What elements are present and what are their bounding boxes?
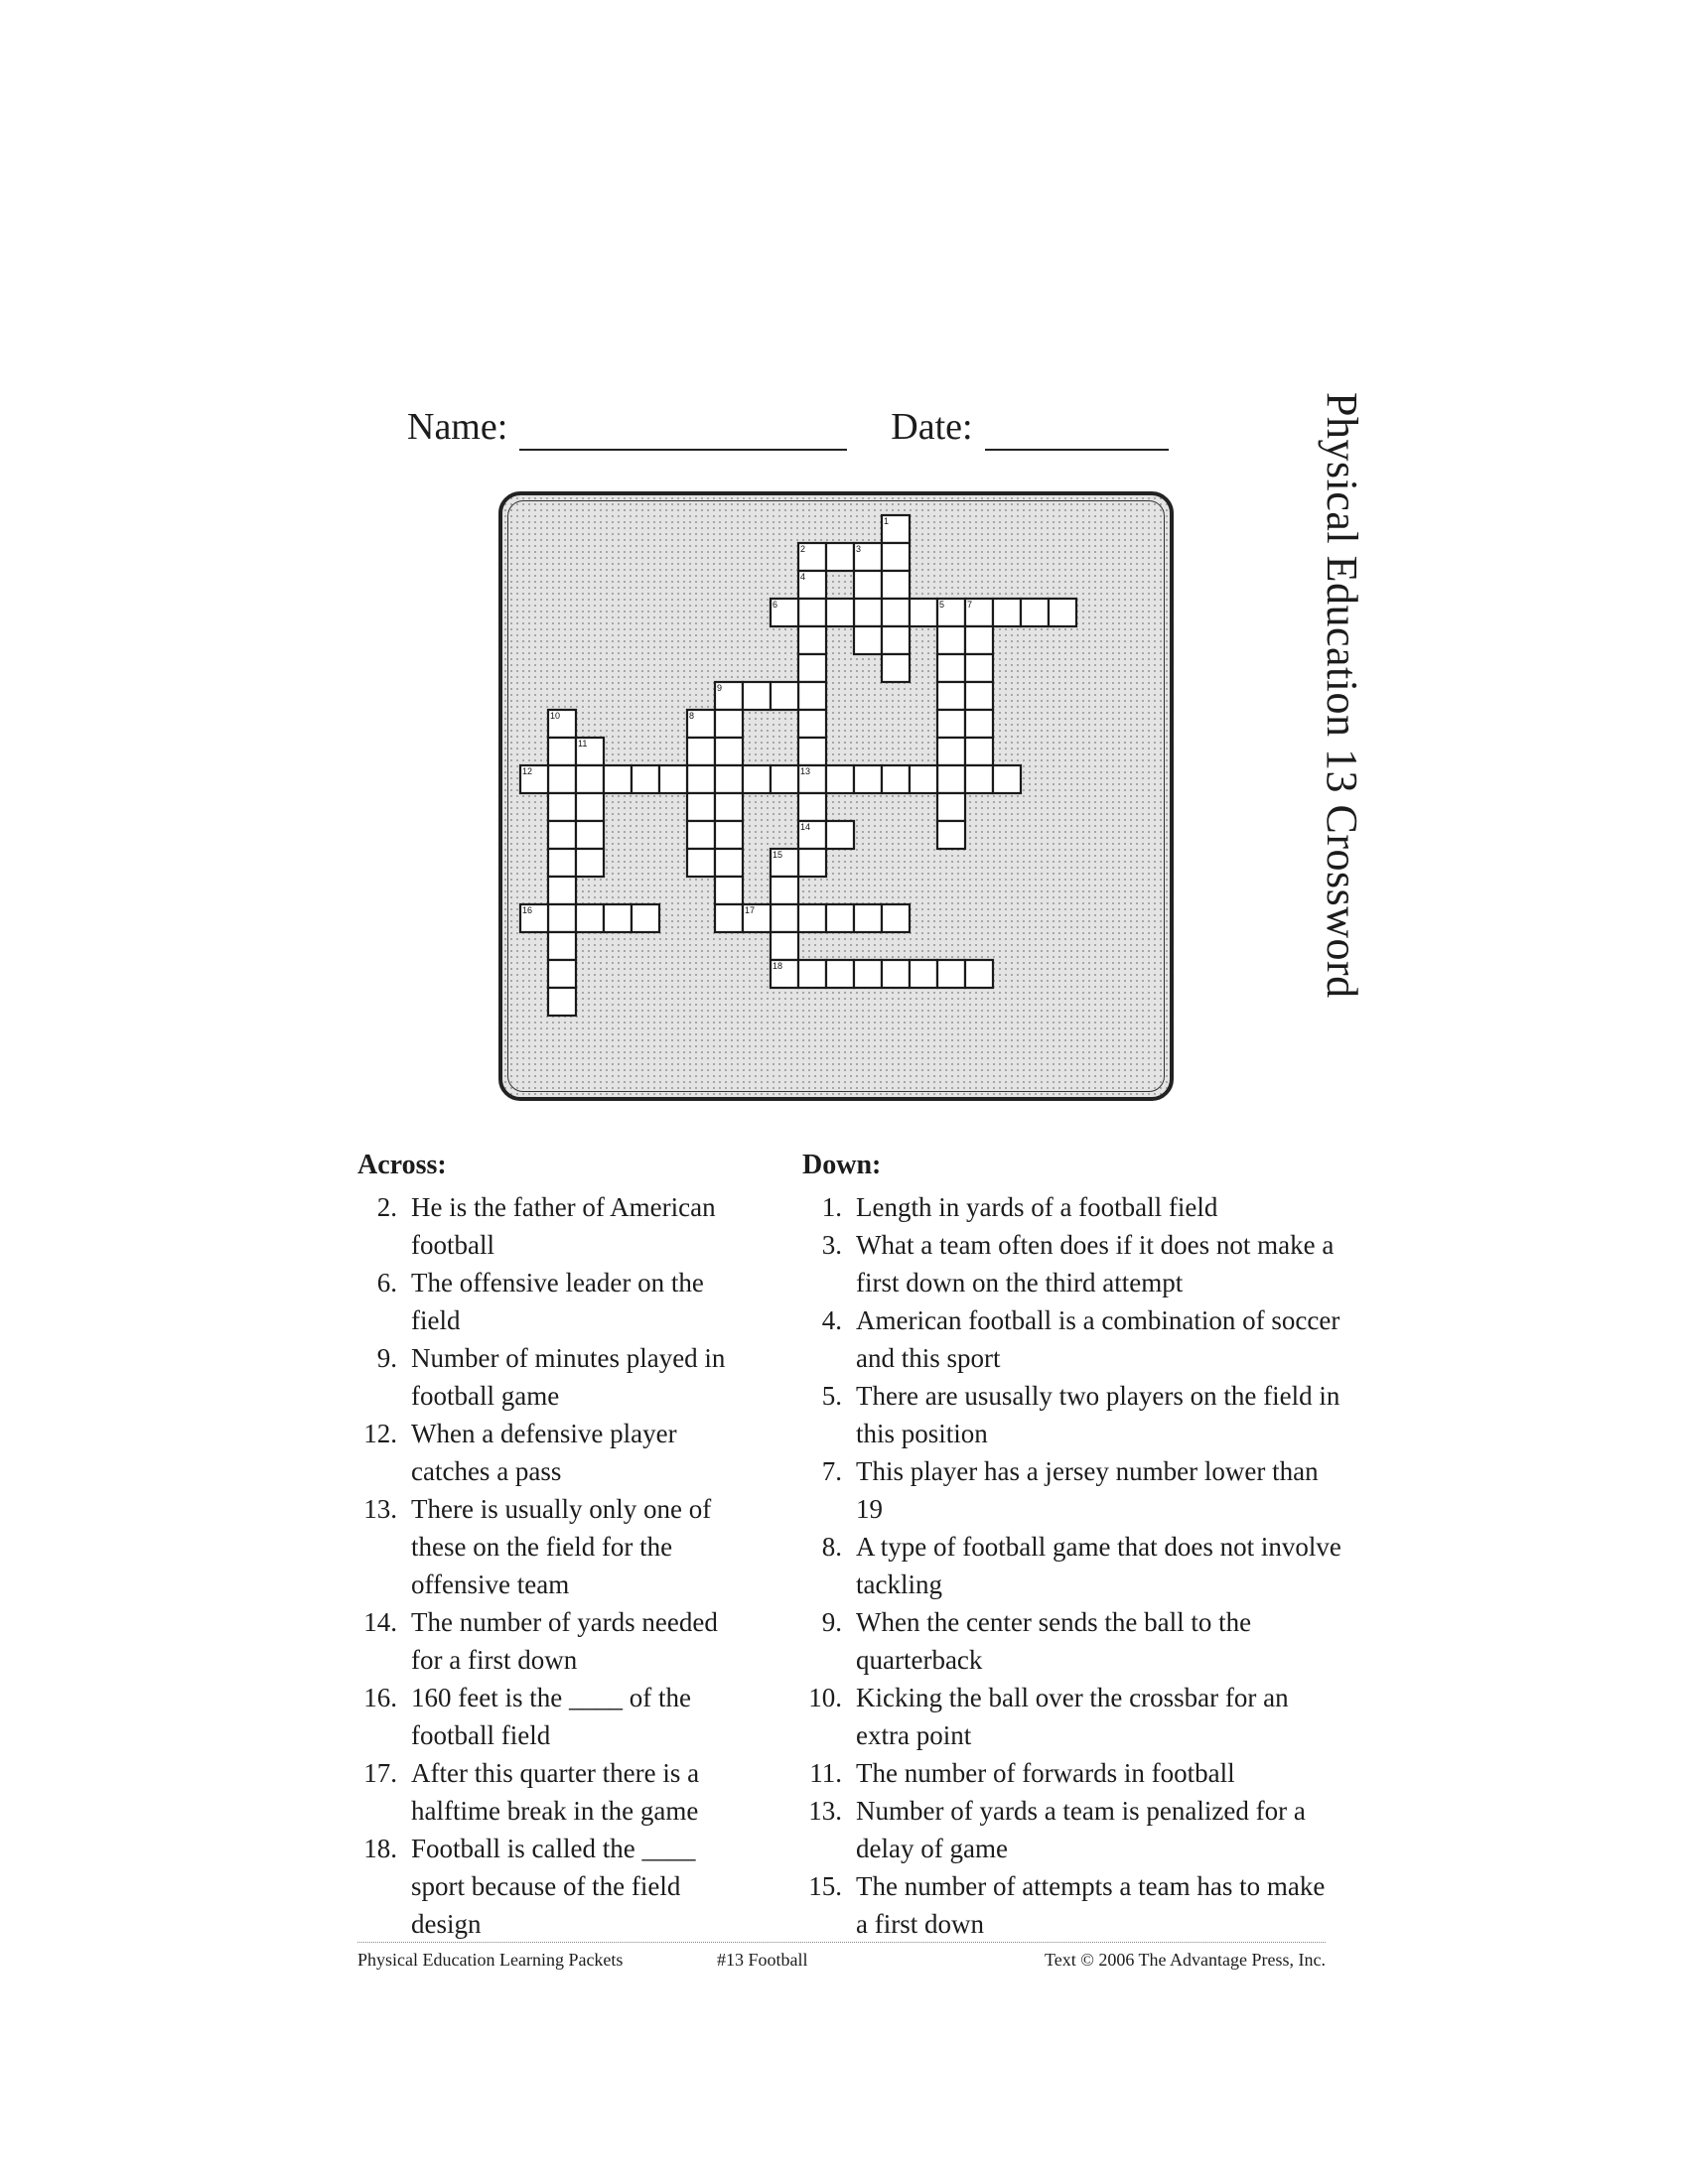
clue-item: [802, 1792, 1343, 1867]
footer-center: #13 Football: [717, 1950, 808, 1970]
clue-number-label: 7: [967, 600, 973, 610]
clue-number: 18.: [363, 1834, 397, 1863]
clue-text: When the center sends the ball to the quarterback: [856, 1607, 1252, 1675]
clue-text: Number of yards a team is penalized for a delay of game: [856, 1796, 1306, 1863]
clue-item: [802, 1452, 1343, 1528]
grid-cell[interactable]: [632, 904, 659, 932]
grid-cell[interactable]: [743, 904, 771, 932]
grid-cell[interactable]: [715, 821, 743, 849]
grid-cell[interactable]: [548, 904, 576, 932]
clue-number-label: 16: [522, 905, 533, 915]
grid-cell[interactable]: [576, 765, 604, 793]
clue-text: American football is a combination of soccer and this sport: [856, 1305, 1340, 1373]
clue-item: [802, 1188, 1343, 1226]
clue-text: 160 feet is the ____ of the football field: [411, 1683, 691, 1750]
grid-cell[interactable]: [854, 571, 882, 599]
grid-cell[interactable]: [687, 738, 715, 765]
clue-text: A type of football game that does not involve tackling: [856, 1532, 1341, 1599]
grid-cell[interactable]: [937, 654, 965, 682]
grid-cell[interactable]: [826, 904, 854, 932]
grid-cell[interactable]: [965, 626, 993, 654]
clue-number: 11.: [809, 1758, 842, 1788]
page-title: Physical Education 13 Crossword: [1318, 392, 1366, 999]
grid-cell[interactable]: [715, 849, 743, 877]
clue-number: 6.: [376, 1268, 397, 1297]
across-heading: Across:: [357, 1150, 447, 1180]
grid-cell[interactable]: [687, 765, 715, 793]
clue-item: [802, 1301, 1343, 1377]
grid-cell[interactable]: [826, 960, 854, 988]
grid-cell[interactable]: [882, 515, 910, 543]
grid-cell[interactable]: [798, 904, 826, 932]
clue-text: The offensive leader on the field: [411, 1268, 704, 1335]
clue-item: [357, 1754, 755, 1830]
grid-cell[interactable]: [910, 599, 937, 626]
clue-text: The number of forwards in football: [856, 1758, 1235, 1788]
grid-cell[interactable]: [771, 932, 798, 960]
grid-cell[interactable]: [604, 765, 632, 793]
grid-cell[interactable]: [798, 543, 826, 571]
grid-cell[interactable]: [937, 599, 965, 626]
clue-number-label: 13: [800, 766, 811, 776]
clue-text: After this quarter there is a halftime break in the game: [411, 1758, 700, 1826]
down-clues: [802, 1147, 1343, 1943]
grid-cell[interactable]: [937, 765, 965, 793]
grid-cell[interactable]: [798, 710, 826, 738]
clue-text: There is usually only one of these on the field for the offensive team: [411, 1494, 712, 1599]
clue-number: 16.: [363, 1683, 397, 1712]
grid-cell[interactable]: [882, 543, 910, 571]
grid-cell[interactable]: [882, 571, 910, 599]
grid-cell[interactable]: [993, 765, 1021, 793]
clue-item: [357, 1264, 755, 1339]
grid-cell[interactable]: [687, 849, 715, 877]
grid-cell[interactable]: [937, 960, 965, 988]
grid-cell[interactable]: [771, 849, 798, 877]
clue-number-label: 2: [800, 544, 806, 554]
grid-cell[interactable]: [882, 765, 910, 793]
grid-cell[interactable]: [715, 877, 743, 904]
grid-cell[interactable]: [548, 710, 576, 738]
clue-text: The number of attempts a team has to make a first down: [856, 1871, 1326, 1939]
grid-cell[interactable]: [826, 543, 854, 571]
clue-number-label: 18: [773, 961, 783, 971]
grid-cell[interactable]: [548, 960, 576, 988]
clue-number: 17.: [363, 1758, 397, 1788]
grid-cell[interactable]: [910, 960, 937, 988]
grid-cell[interactable]: [882, 904, 910, 932]
grid-cell[interactable]: [548, 738, 576, 765]
grid-cell[interactable]: [576, 738, 604, 765]
grid-cell[interactable]: [854, 599, 882, 626]
grid-cell[interactable]: [798, 849, 826, 877]
clue-item: [357, 1339, 755, 1415]
grid-cell[interactable]: [937, 738, 965, 765]
clue-text: What a team often does if it does not make a first down on the third attempt: [856, 1230, 1335, 1297]
clue-text: Number of minutes played in football game: [411, 1343, 726, 1411]
grid-cell[interactable]: [965, 682, 993, 710]
grid-cell[interactable]: [798, 571, 826, 599]
grid-cell[interactable]: [520, 765, 548, 793]
grid-cell[interactable]: [965, 738, 993, 765]
grid-cell[interactable]: [798, 821, 826, 849]
grid-cell[interactable]: [548, 877, 576, 904]
grid-cell[interactable]: [882, 599, 910, 626]
grid-cell[interactable]: [604, 904, 632, 932]
grid-cell[interactable]: [965, 710, 993, 738]
clue-item: [357, 1415, 755, 1490]
clue-number-label: 1: [884, 516, 890, 526]
grid-cell[interactable]: [937, 710, 965, 738]
clue-number-label: 17: [745, 905, 756, 915]
grid-cell[interactable]: [1049, 599, 1076, 626]
grid-cell[interactable]: [965, 960, 993, 988]
clue-number-label: 12: [522, 766, 533, 776]
grid-cell[interactable]: [576, 904, 604, 932]
clue-item: [802, 1603, 1343, 1679]
grid-cell[interactable]: [548, 793, 576, 821]
grid-cell[interactable]: [576, 821, 604, 849]
grid-cell[interactable]: [798, 626, 826, 654]
clue-number: 13.: [808, 1796, 842, 1826]
clue-number-label: 9: [717, 683, 723, 693]
grid-cell[interactable]: [937, 626, 965, 654]
grid-cell[interactable]: [743, 765, 771, 793]
grid-cell[interactable]: [771, 960, 798, 988]
grid-cell[interactable]: [993, 599, 1021, 626]
grid-cell[interactable]: [965, 765, 993, 793]
clue-item: [802, 1867, 1343, 1943]
crossword-puzzle: [498, 491, 1174, 1101]
grid-cell[interactable]: [798, 765, 826, 793]
down-heading: Down:: [802, 1150, 882, 1180]
clue-number-label: 11: [578, 739, 588, 749]
grid-cell[interactable]: [1021, 599, 1049, 626]
grid-cell[interactable]: [798, 654, 826, 682]
grid-cell[interactable]: [798, 960, 826, 988]
grid-cell[interactable]: [687, 710, 715, 738]
clue-number: 9.: [376, 1343, 397, 1373]
clue-item: [802, 1226, 1343, 1301]
grid-cell[interactable]: [826, 599, 854, 626]
grid-cell[interactable]: [632, 765, 659, 793]
clue-number-label: 4: [800, 572, 806, 582]
clue-number: 7.: [821, 1456, 842, 1486]
grid-cell[interactable]: [771, 904, 798, 932]
across-clues: [357, 1147, 755, 1943]
clue-number: 5.: [821, 1381, 842, 1411]
footer-divider: [357, 1942, 1326, 1943]
grid-cell[interactable]: [715, 793, 743, 821]
clue-number: 8.: [821, 1532, 842, 1562]
grid-cell[interactable]: [743, 682, 771, 710]
grid-cell[interactable]: [910, 765, 937, 793]
clue-number: 14.: [363, 1607, 397, 1637]
clue-number-label: 10: [550, 711, 561, 721]
grid-cell[interactable]: [548, 988, 576, 1016]
clue-number: 9.: [821, 1607, 842, 1637]
grid-cell[interactable]: [771, 765, 798, 793]
clue-item: [357, 1830, 755, 1943]
grid-cell[interactable]: [937, 682, 965, 710]
clue-text: There are ususally two players on the field in this position: [856, 1381, 1340, 1448]
grid-cell[interactable]: [687, 821, 715, 849]
clue-number-label: 3: [856, 544, 862, 554]
grid-cell[interactable]: [715, 765, 743, 793]
grid-cell[interactable]: [826, 765, 854, 793]
footer-left: Physical Education Learning Packets: [357, 1950, 624, 1970]
grid-cell[interactable]: [882, 960, 910, 988]
clue-text: Kicking the ball over the crossbar for an extra point: [856, 1683, 1289, 1750]
grid-cell[interactable]: [548, 821, 576, 849]
grid-cell[interactable]: [715, 904, 743, 932]
clue-number: 2.: [376, 1192, 397, 1222]
grid-cell[interactable]: [798, 793, 826, 821]
grid-cell[interactable]: [771, 599, 798, 626]
clue-item: [802, 1528, 1343, 1603]
grid-cell[interactable]: [798, 599, 826, 626]
clue-number: 4.: [821, 1305, 842, 1335]
grid-cell[interactable]: [548, 932, 576, 960]
clue-number-label: 6: [773, 600, 778, 610]
grid-cell[interactable]: [854, 626, 882, 654]
grid-cell[interactable]: [854, 765, 882, 793]
clue-number: 13.: [363, 1494, 397, 1524]
grid-cell[interactable]: [715, 710, 743, 738]
grid-cell[interactable]: [826, 821, 854, 849]
grid-cell[interactable]: [854, 904, 882, 932]
grid-cell[interactable]: [937, 793, 965, 821]
clue-text: He is the father of American football: [411, 1192, 716, 1260]
name-field[interactable]: [519, 405, 847, 451]
grid-cell[interactable]: [687, 793, 715, 821]
grid-cell[interactable]: [854, 960, 882, 988]
grid-cell[interactable]: [937, 821, 965, 849]
grid-cell[interactable]: [715, 738, 743, 765]
clue-number: 12.: [363, 1419, 397, 1448]
name-label: Name:: [407, 406, 508, 448]
date-field[interactable]: [985, 405, 1169, 451]
clue-number: 1.: [821, 1192, 842, 1222]
clue-item: [357, 1490, 755, 1603]
grid-cell[interactable]: [576, 793, 604, 821]
grid-cell[interactable]: [548, 765, 576, 793]
grid-cell[interactable]: [854, 543, 882, 571]
grid-cell[interactable]: [771, 682, 798, 710]
clue-number: 15.: [808, 1871, 842, 1901]
clue-text: The number of yards needed for a first down: [411, 1607, 718, 1675]
grid-cell[interactable]: [659, 765, 687, 793]
clue-item: [802, 1377, 1343, 1452]
clue-number: 10.: [808, 1683, 842, 1712]
clue-text: Length in yards of a football field: [856, 1192, 1218, 1222]
crossword-grid: [502, 495, 1178, 1105]
grid-cell[interactable]: [798, 738, 826, 765]
grid-cell[interactable]: [771, 877, 798, 904]
grid-cell[interactable]: [882, 626, 910, 654]
grid-cell[interactable]: [882, 654, 910, 682]
clue-text: Football is called the ____ sport because of the field design: [411, 1834, 696, 1939]
name-date-header: [407, 405, 1169, 451]
grid-cell[interactable]: [715, 682, 743, 710]
clue-number-label: 15: [773, 850, 783, 860]
grid-cell[interactable]: [798, 682, 826, 710]
clue-number-label: 8: [689, 711, 695, 721]
grid-cell[interactable]: [520, 904, 548, 932]
grid-cell[interactable]: [548, 849, 576, 877]
clue-number-label: 5: [939, 600, 945, 610]
grid-cell[interactable]: [965, 599, 993, 626]
clue-item: [357, 1603, 755, 1679]
clue-item: [802, 1679, 1343, 1754]
footer-right: Text © 2006 The Advantage Press, Inc.: [1044, 1950, 1326, 1970]
grid-cell[interactable]: [576, 849, 604, 877]
clue-number-label: 14: [800, 822, 811, 832]
clue-text: This player has a jersey number lower than 19: [856, 1456, 1319, 1524]
date-label: Date:: [891, 406, 973, 448]
grid-cell[interactable]: [965, 654, 993, 682]
clue-text: When a defensive player catches a pass: [411, 1419, 677, 1486]
clue-item: [357, 1679, 755, 1754]
clue-number: 3.: [821, 1230, 842, 1260]
clue-item: [802, 1754, 1343, 1792]
clue-item: [357, 1188, 755, 1264]
